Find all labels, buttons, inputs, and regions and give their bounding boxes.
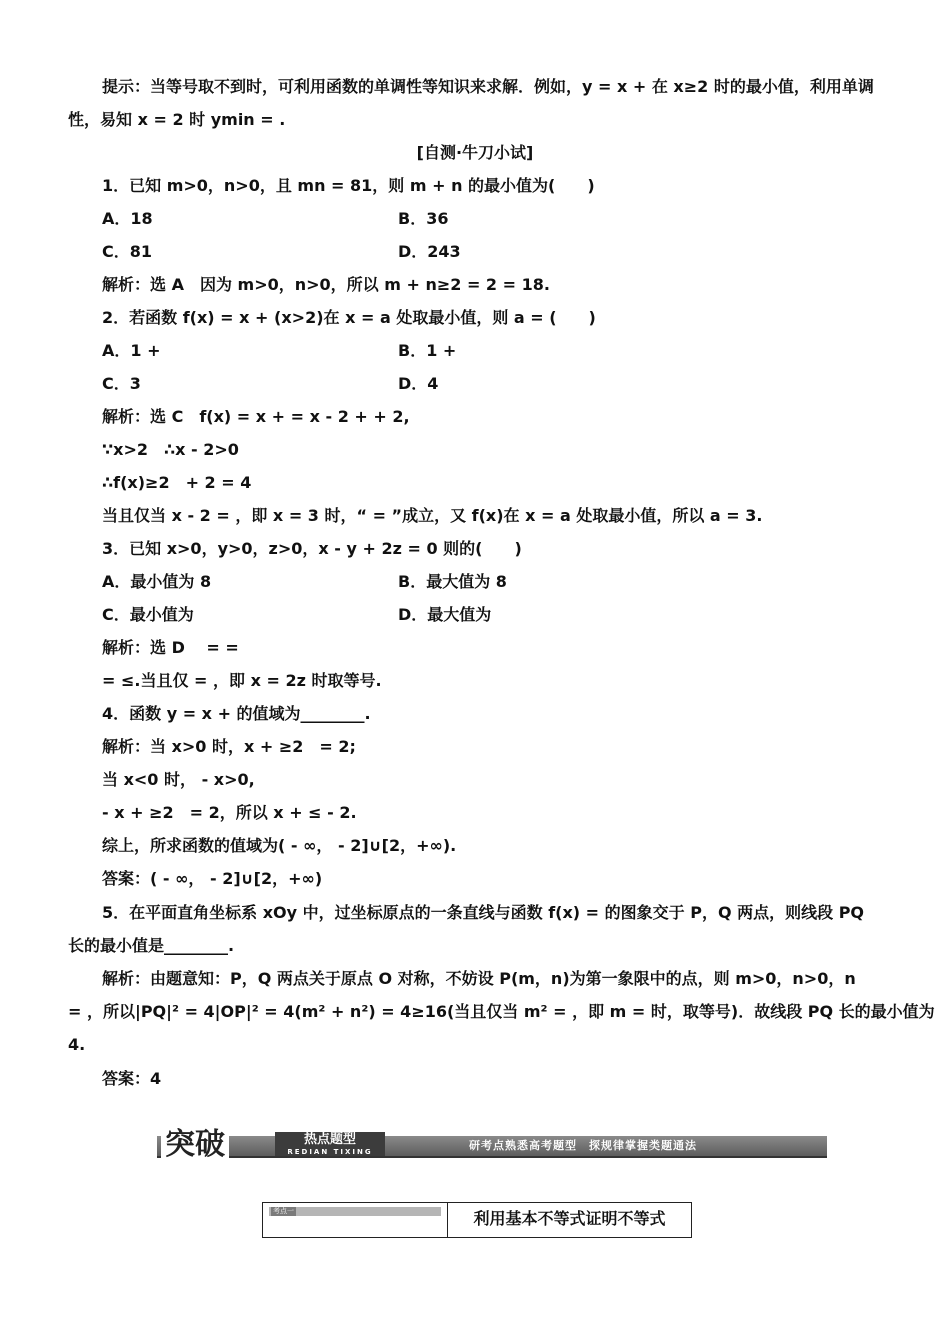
banner-tagline: 研考点熟悉高考题型 探规律掌握类题通法 [469,1139,697,1152]
question-3: 3．已知 x>0，y>0，z>0，x - y + 2z = 0 则的( ) [102,539,522,558]
topic-box [262,1202,692,1238]
question-5-line-1: 5．在平面直角坐标系 xOy 中，过坐标原点的一条直线与函数 f(x) = 的图象交于 P，Q 两点，则线段 PQ [102,903,865,922]
question-1-option-a: A．18 [102,209,153,228]
question-1: 1．已知 m>0，n>0，且 mn = 81，则 m + n 的最小值为( ) [102,176,595,195]
question-4-solution-1: 解析：当 x>0 时，x + ≥2 = 2; [102,737,356,756]
banner-badge-text: 热点题型 [303,1132,356,1147]
question-5-line-2: 长的最小值是________. [68,936,235,955]
question-2-solution-2: ∵x>2 ∴x - 2>0 [102,440,239,459]
question-5-solution-3: 4. [68,1035,86,1054]
question-1-solution: 解析：选 A 因为 m>0，n>0，所以 m + n≥2 = 2 = 18. [102,275,550,294]
hint-line-1: 提示：当等号取不到时，可利用函数的单调性等知识来求解．例如，y = x + 在 x≥2 时的最小值，利用单调 [102,77,874,96]
hint-line-2: 性，易知 x = 2 时 ymin = . [68,110,286,129]
question-5-solution-1: 解析：由题意知：P，Q 两点关于原点 O 对称，不妨设 P(m，n)为第一象限中的点，则 m>0，n>0，n [102,969,856,988]
question-4-answer: 答案：( - ∞， - 2]∪[2，+∞) [102,869,323,888]
question-2-solution-3: ∴f(x)≥2 + 2 = 4 [102,473,252,492]
question-3-option-c: C．最小值为 [102,605,194,624]
question-5-solution-2: = ，所以|PQ|² = 4|OP|² = 4(m² + n²) = 4≥16(当且仅当 m² = ，即 m = 时，取等号)．故线段 PQ 长的最小值为 [68,1002,935,1021]
question-3-option-b: B．最大值为 8 [398,572,507,591]
question-5-answer: 答案：4 [102,1069,162,1088]
section-title: [自测·牛刀小试] [416,143,534,162]
topic-label: 考点一 [273,1207,294,1215]
question-1-option-c: C．81 [102,242,153,261]
question-2-option-d: D．4 [398,374,439,393]
question-2-option-a: A．1 + [102,341,161,360]
question-4-solution-3: - x + ≥2 = 2，所以 x + ≤ - 2. [102,803,357,822]
question-4-solution-4: 综上，所求函数的值域为( - ∞， - 2]∪[2，+∞). [102,836,457,855]
question-3-option-a: A．最小值为 8 [102,572,212,591]
question-4: 4．函数 y = x + 的值域为________. [102,704,371,723]
question-1-option-b: B．36 [398,209,449,228]
question-2: 2．若函数 f(x) = x + (x>2)在 x = a 处取最小值，则 a = ( ) [102,308,596,327]
question-4-solution-2: 当 x<0 时， - x>0, [102,770,255,789]
question-3-solution-1: 解析：选 D = = [102,638,239,657]
question-2-option-c: C．3 [102,374,141,393]
question-3-option-d: D．最大值为 [398,605,492,624]
question-2-option-b: B．1 + [398,341,457,360]
question-3-solution-2: = ≤.当且仅 = ，即 x = 2z 时取等号. [102,671,382,690]
section-banner [157,1127,827,1164]
banner-badge [275,1132,385,1156]
banner-badge-subtitle: REDIAN TIXING [287,1148,373,1156]
topic-heading: 利用基本不等式证明不等式 [473,1209,666,1228]
question-1-option-d: D．243 [398,242,461,261]
question-2-solution-1: 解析：选 C f(x) = x + = x - 2 + + 2, [102,407,410,426]
question-2-solution-4: 当且仅当 x - 2 = ，即 x = 3 时，“ = ”成立，又 f(x)在 x = a 处取最小值，所以 a = 3. [102,506,763,525]
topic-label-cell [263,1203,448,1237]
banner-title: 突破 [161,1126,229,1164]
